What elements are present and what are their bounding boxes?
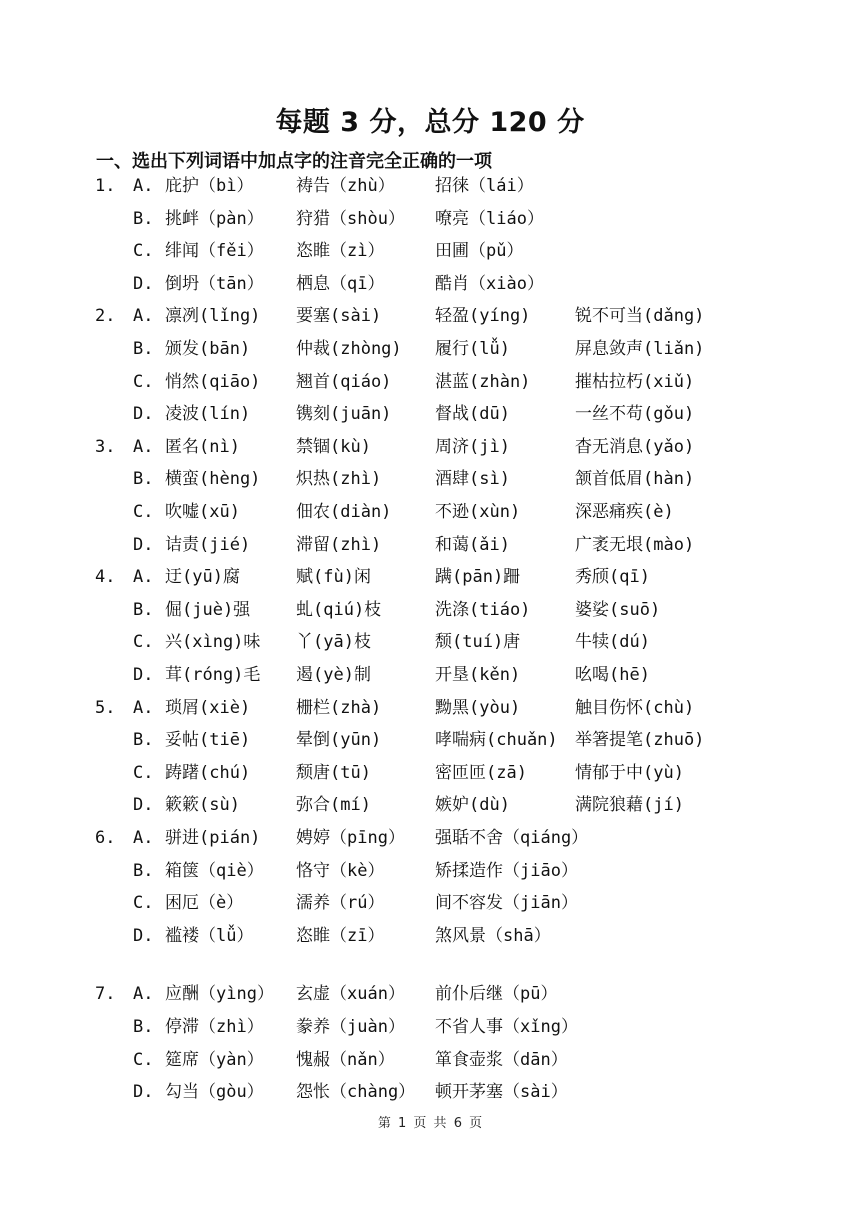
option-label: A. (133, 436, 154, 457)
word-item: 箪食壶浆（dān） (435, 1049, 568, 1070)
word-item: 嫉妒(dù) (435, 795, 510, 816)
word-item: 炽热(zhì) (296, 469, 382, 490)
option-label: C. (133, 241, 154, 262)
word-item: 婆娑(suō) (575, 599, 661, 620)
word-item: 骈进(pián) (165, 828, 261, 848)
word-item: 哮喘病(chuǎn) (435, 730, 558, 751)
word-item: 吹嘘(xū) (165, 502, 240, 522)
option-label: B. (133, 1017, 154, 1037)
word-item: 不省人事（xǐng） (435, 1017, 578, 1037)
word-item: 悄然(qiāo) (165, 371, 261, 392)
word-item: 兴(xìng)味 (165, 632, 261, 653)
word-item: 狩猎（shòu） (296, 208, 405, 229)
option-label: D. (133, 273, 154, 294)
word-item: 间不容发（jiān） (435, 893, 578, 914)
question-number: 3. (95, 436, 116, 457)
word-item: 满院狼藉(jí) (575, 795, 684, 816)
option-label: C. (133, 1049, 154, 1070)
word-item: 佃农(diàn) (296, 502, 392, 522)
option-label: D. (133, 404, 154, 425)
word-item: 娉婷（pīng） (296, 828, 405, 848)
word-item: 黝黑(yòu) (435, 697, 521, 718)
word-item: 倔(juè)强 (165, 599, 251, 620)
word-item: 触目伤怀(chù) (575, 697, 695, 718)
question-number: 1. (95, 176, 116, 196)
word-item: 滞留(zhì) (296, 534, 382, 555)
word-item: 迂(yū)腐 (165, 567, 240, 588)
word-item: 仲裁(zhòng) (296, 339, 402, 359)
word-item: 翘首(qiáo) (296, 371, 392, 392)
word-item: 不逊(xùn) (435, 502, 521, 522)
word-item: 凌波(lín) (165, 404, 251, 425)
word-item: 酷肖（xiào） (435, 273, 544, 294)
word-item: 屏息敛声(liǎn) (575, 339, 705, 359)
option-label: A. (133, 697, 154, 718)
option-label: B. (133, 860, 154, 881)
word-item: 濡养（rú） (296, 893, 385, 914)
option-label: B. (133, 469, 154, 490)
word-item: 停滞（zhì） (165, 1017, 264, 1037)
option-label: A. (133, 828, 154, 848)
option-label: B. (133, 599, 154, 620)
word-item: 嘹亮（liáo） (435, 208, 544, 229)
question-number: 4. (95, 567, 116, 588)
word-item: 湛蓝(zhàn) (435, 371, 531, 392)
option-label: A. (133, 306, 154, 327)
question-number: 2. (95, 306, 116, 327)
section-heading: 一、选出下列词语中加点字的注音完全正确的一项 (96, 151, 492, 172)
option-label: B. (133, 730, 154, 751)
word-item: 洗涤(tiáo) (435, 599, 531, 620)
word-item: 倒坍（tān） (165, 273, 264, 294)
page-footer: 第 1 页 共 6 页 (377, 1116, 483, 1131)
word-item: 要塞(sài) (296, 306, 382, 327)
word-item: 田圃（pǔ） (435, 241, 524, 262)
option-label: D. (133, 925, 154, 946)
option-label: C. (133, 762, 154, 783)
word-item: 簌簌(sù) (165, 795, 240, 816)
option-label: D. (133, 1082, 154, 1103)
option-label: C. (133, 893, 154, 914)
option-label: B. (133, 339, 154, 359)
word-item: 遏(yè)制 (296, 665, 371, 685)
word-item: 晕倒(yūn) (296, 730, 382, 751)
word-item: 虬(qiú)枝 (296, 599, 382, 620)
option-label: B. (133, 208, 154, 229)
question-number: 5. (95, 697, 116, 718)
word-item: 矫揉造作（jiāo） (435, 860, 578, 881)
word-item: 颓(tuí)唐 (435, 632, 521, 653)
word-item: 广袤无垠(mào) (575, 534, 695, 555)
word-item: 开垦(kěn) (435, 665, 521, 685)
word-item: 一丝不苟(gǒu) (575, 404, 695, 425)
word-item: 镌刻(juān) (296, 404, 392, 425)
word-item: 颔首低眉(hàn) (575, 469, 695, 490)
word-item: 挑衅（pàn） (165, 208, 264, 229)
word-item: 前仆后继（pū） (435, 984, 558, 1005)
word-item: 弥合(mí) (296, 795, 371, 816)
option-label: C. (133, 371, 154, 392)
word-item: 履行(lǚ) (435, 339, 510, 359)
word-item: 困厄（è） (165, 893, 244, 914)
word-item: 诘责(jié) (165, 534, 251, 555)
word-item: 褴褛（lǚ） (165, 925, 254, 946)
word-item: 祷告（zhù） (296, 176, 395, 196)
word-item: 颓唐(tū) (296, 762, 371, 783)
word-item: 琐屑(xiè) (165, 697, 251, 718)
option-label: D. (133, 665, 154, 685)
word-item: 秀颀(qī) (575, 567, 650, 588)
word-item: 禁锢(kù) (296, 436, 371, 457)
word-item: 颁发(bān) (165, 339, 251, 359)
word-item: 煞风景（shā） (435, 925, 551, 946)
option-label: C. (133, 502, 154, 522)
word-item: 恪守（kè） (296, 860, 385, 881)
word-item: 赋(fù)闲 (296, 567, 371, 588)
word-item: 和蔼(ǎi) (435, 534, 510, 555)
option-label: C. (133, 632, 154, 653)
option-label: D. (133, 534, 154, 555)
word-item: 深恶痛疾(è) (575, 502, 674, 522)
word-item: 应酬（yìng） (165, 984, 274, 1005)
word-item: 玄虚（xuán） (296, 984, 405, 1005)
word-item: 密匝匝(zā) (435, 762, 527, 783)
word-item: 顿开茅塞（sài） (435, 1082, 568, 1103)
word-item: 踌躇(chú) (165, 762, 251, 783)
option-label: A. (133, 567, 154, 588)
page-title: 每题 3 分，总分 120 分 (275, 107, 585, 138)
word-item: 锐不可当(dǎng) (575, 306, 705, 327)
word-item: 妥帖(tiē) (165, 730, 251, 751)
option-label: A. (133, 984, 154, 1005)
question-number: 6. (95, 828, 116, 848)
word-item: 愧赧（nǎn） (296, 1049, 395, 1070)
word-item: 轻盈(yíng) (435, 306, 531, 327)
word-item: 怨怅（chàng） (296, 1082, 416, 1103)
word-item: 绯闻（fěi） (165, 241, 264, 262)
word-item: 丫(yā)枝 (296, 632, 371, 653)
word-item: 庇护（bì） (165, 176, 254, 196)
question-number: 7. (95, 984, 116, 1005)
word-item: 恣睢（zī） (296, 925, 385, 946)
word-item: 杳无消息(yǎo) (575, 436, 695, 457)
word-item: 举箸提笔(zhuō) (575, 730, 705, 751)
word-item: 勾当（gòu） (165, 1082, 264, 1103)
word-item: 情郁于中(yù) (575, 762, 684, 783)
word-item: 招徕（lái） (435, 176, 534, 196)
word-item: 周济(jì) (435, 436, 510, 457)
word-item: 恣睢（zì） (296, 241, 385, 262)
word-item: 督战(dū) (435, 404, 510, 425)
option-label: D. (133, 795, 154, 816)
word-item: 凛冽(lǐng) (165, 306, 261, 327)
word-item: 栖息（qī） (296, 273, 385, 294)
option-label: A. (133, 176, 154, 196)
word-item: 牛犊(dú) (575, 632, 650, 653)
word-item: 筵席（yàn） (165, 1049, 264, 1070)
word-item: 栅栏(zhà) (296, 697, 382, 718)
word-item: 匿名(nì) (165, 436, 240, 457)
word-item: 箱箧（qiè） (165, 860, 264, 881)
word-item: 豢养（juàn） (296, 1017, 405, 1037)
word-item: 吆喝(hē) (575, 665, 650, 685)
word-item: 茸(róng)毛 (165, 665, 261, 685)
word-item: 摧枯拉朽(xiǔ) (575, 371, 695, 392)
word-item: 蹒(pān)跚 (435, 567, 521, 588)
word-item: 横蛮(hèng) (165, 469, 261, 490)
word-item: 酒肆(sì) (435, 469, 510, 490)
word-item: 强聒不舍（qiáng） (435, 828, 589, 848)
